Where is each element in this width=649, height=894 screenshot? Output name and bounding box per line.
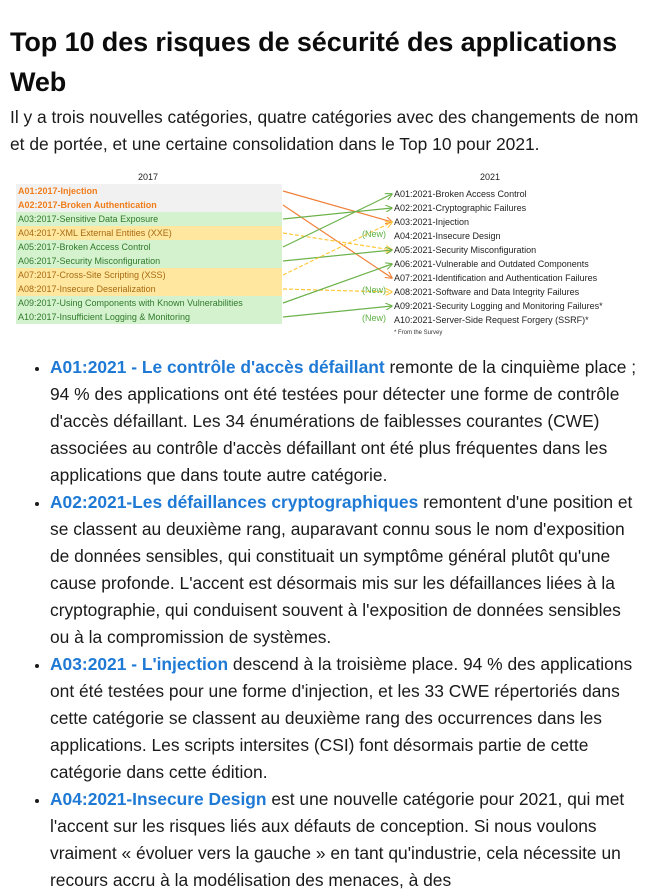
list-item-2017: A03:2017-Sensitive Data Exposure (16, 212, 282, 226)
list-2017 (16, 184, 282, 324)
owasp-mapping-diagram (10, 170, 639, 340)
category-description: est une nouvelle catégorie pour 2021, qui met l'accent sur les risques liés aux défauts de conception. Si nous voulons vraiment « évoluer vers la gauche » en tant qu'industrie, cela nécessite un recours accru à la modélisation des menaces, à des (50, 789, 625, 890)
list-item-2021: A06:2021-Vulnerable and Outdated Components (394, 259, 589, 269)
mapping-arrow (283, 250, 392, 261)
list-item-2021: A04:2021-Insecure Design (394, 231, 501, 241)
list-item-2017: A07:2017-Cross-Site Scripting (XSS) (16, 268, 282, 282)
list-item-2017: A05:2017-Broken Access Control (16, 240, 282, 254)
list-item-2021: A01:2021-Broken Access Control (394, 189, 527, 199)
right-column-title: 2021 (480, 172, 501, 182)
list-item-2017: A08:2017-Insecure Deserialization (16, 282, 282, 296)
list-item-2017: A01:2017-Injection (16, 184, 282, 198)
category-link[interactable]: A03:2021 - L'injection (50, 654, 229, 674)
page-title: Top 10 des risques de sécurité des applications Web (10, 27, 618, 97)
list-item-2017: A04:2017-XML External Entities (XXE) (16, 226, 282, 240)
list-item-2017: A02:2017-Broken Authentication (16, 198, 282, 212)
new-badge: (New) (362, 285, 386, 295)
category-description: remonte de la cinquième place ; 94 % des applications ont été testées pour détecter une forme de contrôle d'accès défaillant. Les 34 énumérations de faiblesses courantes (CWE) associées au contrôle d'accès défaillant ont été plus fréquentes dans les applications que dans toute autre catégorie. (50, 357, 637, 485)
list-item-2017: A10:2017-Insufficient Logging & Monitoring (16, 310, 282, 324)
category-link[interactable]: A01:2021 - Le contrôle d'accès défaillant (50, 357, 385, 377)
intro-paragraph: Il y a trois nouvelles catégories, quatre catégories avec des changements de nom et de portée, et une certaine consolidation dans le Top 10 pour 2021. (10, 107, 639, 154)
list-item-2021: A07:2021-Identification and Authentication Failures (394, 273, 598, 283)
mapping-arrow (283, 264, 392, 303)
list-item (50, 786, 639, 894)
list-item-2021: A08:2021-Software and Data Integrity Failures (394, 287, 580, 297)
list-item-2021: A10:2021-Server-Side Request Forgery (SSRF)* (394, 315, 589, 325)
category-description: descend à la troisième place. 94 % des applications ont été testées pour une forme d'injection, et les 33 CWE répertoriés dans cette catégorie se classent au deuxième rang des occurrences dans les applications. Les scripts intersites (CSI) font désormais partie de cette catégorie dans cette édition. (50, 654, 633, 782)
category-list (10, 354, 639, 894)
list-item-2021: A03:2021-Injection (394, 217, 470, 227)
new-badge: (New) (362, 229, 386, 239)
category-link[interactable]: A02:2021-Les défaillances cryptographiques (50, 492, 419, 512)
list-2021 (394, 187, 603, 327)
list-item (50, 651, 639, 786)
list-item-2021: A05:2021-Security Misconfiguration (394, 245, 537, 255)
list-item-2017: A06:2017-Security Misconfiguration (16, 254, 282, 268)
left-column-title: 2017 (138, 172, 159, 182)
diagram-footnote: * From the Survey (394, 330, 443, 336)
list-item-2017: A09:2017-Using Components with Known Vulnerabilities (16, 296, 282, 310)
category-link[interactable]: A04:2021-Insecure Design (50, 789, 267, 809)
list-item-2021: A02:2021-Cryptographic Failures (394, 203, 527, 213)
list-item (50, 354, 639, 489)
mapping-arrow (283, 194, 392, 247)
new-badge: (New) (362, 313, 386, 323)
list-item-2021: A09:2021-Security Logging and Monitoring Failures* (394, 301, 603, 311)
list-item (50, 489, 639, 651)
category-description: remontent d'une position et se classent au deuxième rang, auparavant connu sous le nom d'exposition de données sensibles, qui constituait un symptôme général plutôt qu'une cause profonde. L'accent est désormais mis sur les défaillances liées à la cryptographie, qui conduisent souvent à l'exposition de données sensibles ou à la compromission de systèmes. (50, 492, 633, 647)
